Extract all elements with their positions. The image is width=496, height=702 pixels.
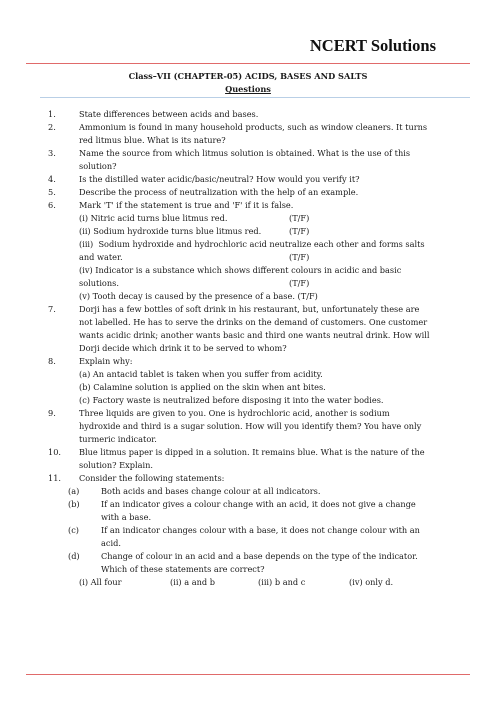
option-letter: (d) — [68, 551, 80, 561]
answer-option: (iii) b and c — [258, 577, 306, 587]
question-text: Consider the following statements: — [79, 473, 225, 483]
question-text: Explain why: — [79, 356, 133, 366]
statement-item: solutions. — [79, 278, 119, 288]
statement-item: and water. — [79, 252, 123, 262]
question-number: 7. — [48, 304, 56, 314]
true-false-marker: (T/F) — [289, 213, 310, 223]
document-title: Class–VII (CHAPTER-05) ACIDS, BASES AND SALTS — [128, 71, 368, 81]
statement-item: with a base. — [101, 512, 152, 522]
statement-item: (i) Nitric acid turns blue litmus red. — [79, 213, 228, 223]
footer-divider — [26, 674, 470, 675]
true-false-marker: (T/F) — [289, 226, 310, 236]
statement-item: (v) Tooth decay is caused by the presence of a base. (T/F) — [79, 291, 318, 301]
question-text: not labelled. He has to serve the drinks on the demand of customers. One customer — [79, 317, 428, 327]
question-text: Ammonium is found in many household products, such as window cleaners. It turns — [79, 122, 428, 132]
answer-option: (iv) only d. — [349, 577, 394, 587]
question-text: hydroxide and third is a sugar solution. How will you identify them? You have only — [79, 421, 422, 431]
question-text: Three liquids are given to you. One is hydrochloric acid, another is sodium — [79, 408, 390, 418]
question-text: Dorji has a few bottles of soft drink in his restaurant, but, unfortunately these are — [79, 304, 420, 314]
question-number: 8. — [48, 356, 56, 366]
question-text: Name the source from which litmus solution is obtained. What is the use of this — [79, 148, 411, 158]
true-false-marker: (T/F) — [289, 278, 310, 288]
option-letter: (b) — [68, 499, 80, 509]
true-false-marker: (T/F) — [289, 252, 310, 262]
question-number: 4. — [48, 174, 56, 184]
statement-item: If an indicator changes colour with a base, it does not change colour with an — [101, 525, 420, 535]
statement-item: Both acids and bases change colour at all indicators. — [101, 486, 321, 496]
statement-item: (a) An antacid tablet is taken when you suffer from acidity. — [79, 369, 323, 379]
header-divider — [26, 63, 470, 64]
statement-item: Which of these statements are correct? — [101, 564, 265, 574]
document-subtitle: Questions — [225, 84, 271, 94]
statement-item: (iv) Indicator is a substance which shows different colours in acidic and basic — [79, 265, 402, 275]
question-number: 3. — [48, 148, 56, 158]
question-text: turmeric indicator. — [79, 434, 157, 444]
option-letter: (a) — [68, 486, 80, 496]
question-text: solution? — [79, 161, 117, 171]
question-text: Mark 'T' if the statement is true and 'F' if it is false. — [79, 200, 294, 210]
statement-item: If an indicator gives a colour change with an acid, it does not give a change — [101, 499, 416, 509]
option-letter: (c) — [68, 525, 79, 535]
statement-item: acid. — [101, 538, 121, 548]
question-number: 11. — [48, 473, 62, 483]
question-number: 9. — [48, 408, 56, 418]
statement-item: (b) Calamine solution is applied on the skin when ant bites. — [79, 382, 326, 392]
question-text: solution? Explain. — [79, 460, 153, 470]
question-number: 6. — [48, 200, 56, 210]
answer-option: (ii) a and b — [170, 577, 215, 587]
question-number: 5. — [48, 187, 56, 197]
question-number: 2. — [48, 122, 56, 132]
title-divider — [40, 97, 470, 98]
answer-option: (i) All four — [79, 577, 122, 587]
question-text: Blue litmus paper is dipped in a solution. It remains blue. What is the nature of the — [79, 447, 425, 457]
question-text: Describe the process of neutralization with the help of an example. — [79, 187, 359, 197]
question-number: 10. — [48, 447, 62, 457]
statement-item: Change of colour in an acid and a base depends on the type of the indicator. — [101, 551, 418, 561]
question-text: Dorji decide which drink it to be served to whom? — [79, 343, 287, 353]
question-text: wants acidic drink; another wants basic and third one wants neutral drink. How will — [79, 330, 430, 340]
statement-item: (ii) Sodium hydroxide turns blue litmus red. — [79, 226, 262, 236]
statement-item: (iii) Sodium hydroxide and hydrochloric acid neutralize each other and forms salts — [79, 239, 425, 249]
statement-item: (c) Factory waste is neutralized before disposing it into the water bodies. — [79, 395, 384, 405]
question-number: 1. — [48, 109, 56, 119]
question-text: red litmus blue. What is its nature? — [79, 135, 226, 145]
brand-header: NCERT Solutions — [309, 36, 436, 55]
question-text: State differences between acids and bases. — [79, 109, 259, 119]
question-text: Is the distilled water acidic/basic/neutral? How would you verify it? — [79, 174, 360, 184]
